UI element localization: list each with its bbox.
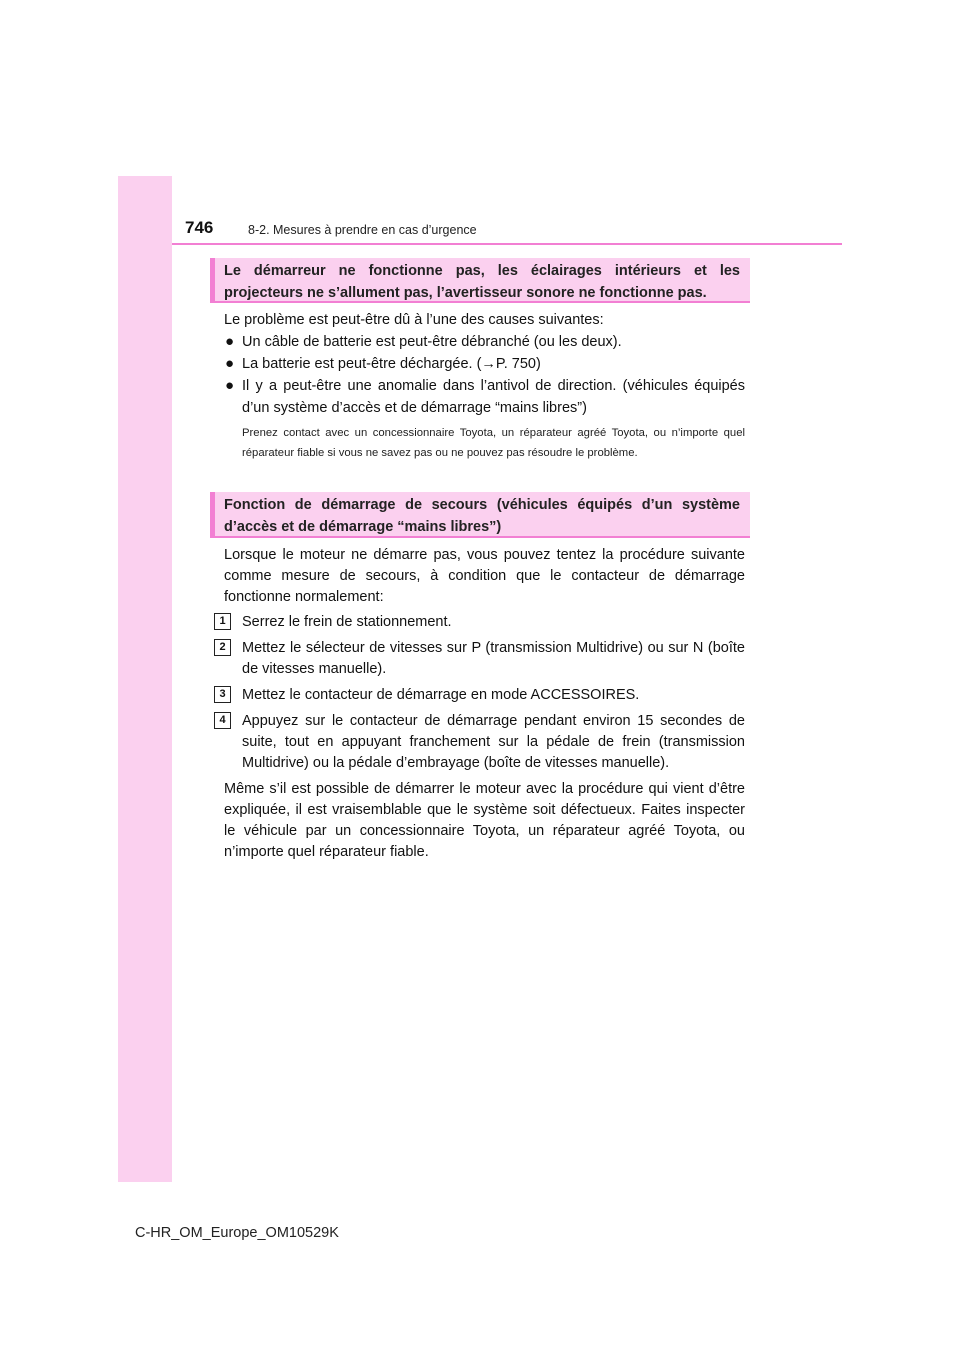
section-title: 8-2. Mesures à prendre en cas d’urgence [248,223,477,237]
step-number: 1 [214,613,231,630]
step-item [214,638,745,680]
section2-heading: Fonction de démarrage de secours (véhicules équipés d’un système d’accès et de démarrage “mains libres”) [210,492,750,536]
page-number: 746 [185,218,214,237]
bullet-item [224,353,745,375]
header-divider [172,243,842,245]
side-tab-band [118,176,172,1182]
step-text: Mettez le contacteur de démarrage en mode ACCESSOIRES. [242,687,640,703]
bullet-dot-icon: ● [225,333,235,350]
section2-intro: Lorsque le moteur ne démarre pas, vous pouvez tentez la procédure suivante comme mesure de secours, à condition que le contacteur de démarrage fonctionne normalement: [224,547,745,605]
section1-note: Prenez contact avec un concessionnaire Toyota, un réparateur agréé Toyota, ou n’importe quel réparateur fiable si vous ne savez pas ou ne pouvez pas résoudre le problème. [242,427,745,459]
bullet-dot-icon: ● [225,377,235,394]
section1-intro: Le problème est peut-être dû à l’une des causes suivantes: [224,312,604,328]
step-number: 4 [214,712,231,729]
bullet-text: La batterie est peut-être déchargée. (→P. 750) [242,356,541,372]
step-item [214,612,745,633]
section2-closing: Même s’il est possible de démarrer le moteur avec la procédure qui vient d’être expliquée, il est vraisemblable que le système soit défectueux. Faites inspecter le véhicule par un concessionnaire Toyota, un réparateur agréé Toyota, ou n’importe quel réparateur fiable. [224,781,745,860]
step-number: 3 [214,686,231,703]
bullet-text: Il y a peut-être une anomalie dans l’antivol de direction. (véhicules équipés d’un système d’accès et de démarrage “mains libres”) [242,378,745,416]
step-text: Appuyez sur le contacteur de démarrage pendant environ 15 secondes de suite, tout en appuyant franchement sur la pédale de frein (transmission Multidrive) ou la pédale d’embrayage (boîte de vitesses manuelle). [242,713,745,771]
bullet-text: Un câble de batterie est peut-être débranché (ou les deux). [242,334,622,350]
step-item [214,711,745,774]
section1-heading: Le démarreur ne fonctionne pas, les éclairages intérieurs et les projecteurs ne s’allument pas, l’avertisseur sonore ne fonctionne pas. [210,258,750,301]
bullet-item [224,331,745,353]
step-text: Mettez le sélecteur de vitesses sur P (transmission Multidrive) ou sur N (boîte de vitesses manuelle). [242,640,745,677]
bullet-item [224,375,745,419]
step-text: Serrez le frein de stationnement. [242,614,452,630]
bullet-dot-icon: ● [225,355,235,372]
step-number: 2 [214,639,231,656]
step-item [214,685,745,706]
footer-doc-id: C-HR_OM_Europe_OM10529K [135,1225,339,1241]
